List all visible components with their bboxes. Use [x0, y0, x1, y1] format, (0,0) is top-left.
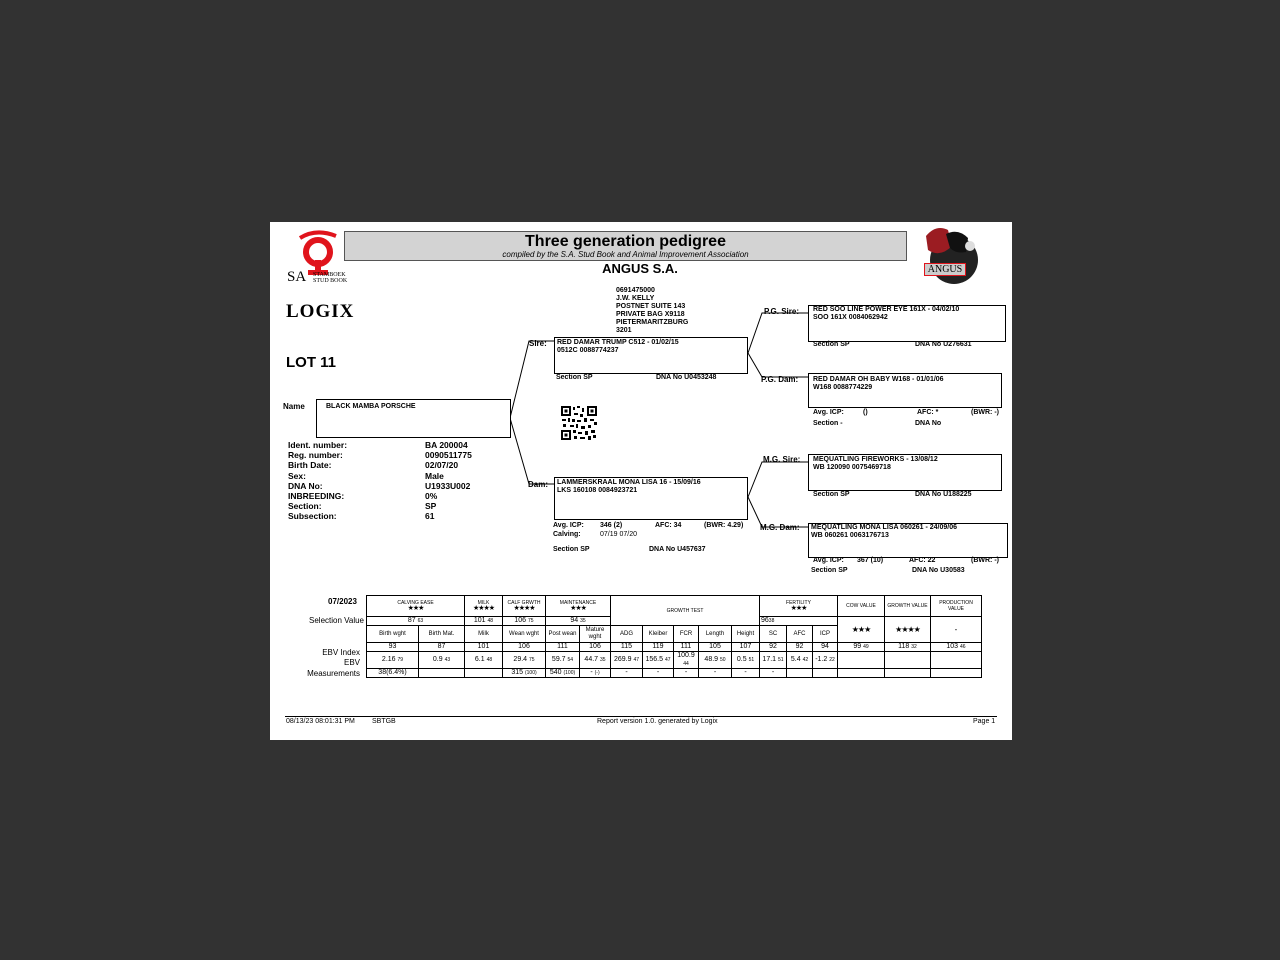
pg-dam-afc: AFC: * — [917, 409, 939, 416]
empty-cell — [885, 669, 931, 678]
pg-dam-label: P.G. Dam: — [761, 375, 799, 384]
detail-value: 61 — [425, 511, 435, 522]
ebv-cell — [674, 652, 699, 669]
ebv-cell — [611, 652, 643, 669]
mg-dam-afc: AFC: 22 — [909, 557, 936, 564]
owner-line: POSTNET SUITE 143 — [616, 303, 686, 310]
dam-box — [554, 477, 748, 520]
dam-ident: LKS 160108 0084923721 — [557, 487, 638, 494]
ebv-cell — [787, 652, 813, 669]
trait-header: Height — [732, 626, 760, 643]
mg-sire-box — [808, 454, 1002, 491]
measurement-cell — [787, 669, 813, 678]
ebv-label: EBV — [343, 658, 360, 667]
sel-calving — [367, 617, 465, 626]
ebv-acc: 43 — [444, 657, 451, 663]
pg-dam-ident: W168 0088774229 — [813, 384, 873, 391]
ebv-cell — [419, 652, 465, 669]
index-value-cell — [885, 643, 931, 652]
ebv-index-cell: 107 — [732, 643, 760, 652]
mg-dam-box — [808, 523, 1008, 558]
sa-logo-line1: STAMBOEK — [313, 272, 346, 278]
ebv-cell — [465, 652, 503, 669]
ebv-value: 5.4 — [790, 656, 801, 663]
mg-dam-label: M.G. Dam: — [760, 523, 800, 532]
ebv-index-cell: 92 — [787, 643, 813, 652]
measurement-value: - — [771, 669, 775, 676]
group-calf-growth — [503, 596, 546, 617]
ebv-acc: 50 — [720, 657, 726, 663]
ebv-index-cell: 105 — [699, 643, 732, 652]
detail-label: Section: — [288, 501, 322, 512]
animal-detail-labels — [288, 440, 347, 522]
detail-label: INBREEDING: — [288, 491, 345, 502]
pg-dam-box — [808, 373, 1002, 408]
animal-name-box — [316, 399, 511, 438]
measurement-cell — [732, 669, 760, 678]
ebv-value: -1.2 — [815, 656, 828, 663]
mg-dam-icp-value: 367 (10) — [857, 557, 884, 564]
ebv-index-cell: 106 — [503, 643, 546, 652]
selection-value-label: Selection Value — [309, 616, 364, 625]
detail-label: DNA No: — [288, 480, 323, 491]
index-value: 103 — [946, 643, 959, 650]
ebv-row — [367, 652, 982, 669]
sel-value: 101 — [473, 617, 486, 624]
detail-value: 0% — [425, 491, 438, 502]
mg-dam-section: Section SP — [811, 567, 848, 574]
measurement-value: - — [590, 669, 593, 676]
trait-header: Length — [699, 626, 732, 643]
ebv-index-cell: 101 — [465, 643, 503, 652]
dam-calving-value: 07/19 07/20 — [600, 531, 637, 538]
owner-line: PIETERMARITZBURG — [616, 319, 689, 326]
ebv-acc: 51 — [748, 657, 755, 663]
sire-box — [554, 337, 748, 374]
measurement-value: - — [744, 669, 747, 676]
owner-line: 0691475000 — [616, 287, 655, 294]
ebv-cell — [760, 652, 787, 669]
trait-header: AFC — [787, 626, 813, 643]
measurement-cell — [699, 669, 732, 678]
index-value: 99 — [853, 643, 862, 650]
measurement-value: 38(6.4%) — [378, 669, 407, 676]
ebv-value: 6.1 — [474, 656, 485, 663]
mg-dam-dna: DNA No U30583 — [912, 567, 965, 574]
ebv-acc: 35 — [600, 657, 606, 663]
mg-dam-name: MEQUATLING MONA LISA 060261 - 24/09/06 — [811, 524, 958, 531]
ebv-acc: 54 — [567, 657, 574, 663]
qr-code-icon — [560, 405, 598, 441]
ebv-date: 07/2023 — [328, 597, 357, 606]
trait-header: Post wean — [546, 626, 580, 643]
ebv-value: 59.7 — [551, 656, 566, 663]
breed-name: ANGUS S.A. — [602, 261, 678, 276]
ebv-value: 2.16 — [381, 656, 396, 663]
ebv-acc: 47 — [633, 657, 640, 663]
footer-divider — [285, 716, 997, 717]
sel-acc: 63 — [417, 618, 424, 624]
dam-bwr: (BWR: 4.29) — [704, 522, 744, 529]
dam-icp-label: Avg. ICP: — [553, 522, 584, 529]
sire-dna: DNA No U0453248 — [656, 374, 717, 381]
sel-value: 96 — [761, 617, 769, 624]
ebv-cell — [503, 652, 546, 669]
measurement-value: - — [713, 669, 717, 676]
connector-sire — [510, 341, 554, 418]
ebv-cell — [546, 652, 580, 669]
empty-cell — [885, 652, 931, 669]
page-subtitle: compiled by the S.A. Stud Book and Animal Improvement Association — [502, 250, 749, 259]
ebv-table — [366, 595, 982, 678]
pg-dam-dna: DNA No — [915, 420, 942, 427]
footer-report: Report version 1.0. generated by Logix — [597, 718, 718, 725]
empty-cell — [931, 652, 982, 669]
mg-sire-section: Section SP — [813, 491, 850, 498]
group-growth-value: GROWTH VALUE — [885, 596, 931, 617]
measurements-row — [367, 669, 982, 678]
measurement-cell — [367, 669, 419, 678]
index-acc: 49 — [863, 644, 869, 650]
pg-dam-section: Section - — [813, 420, 843, 427]
ebv-cell — [813, 652, 838, 669]
trait-header: FCR — [674, 626, 699, 643]
ebv-index-cell: 92 — [760, 643, 787, 652]
logix-logo: LOGIX — [286, 301, 355, 322]
measurement-cell — [503, 669, 546, 678]
lot-number: LOT 11 — [286, 354, 337, 371]
connector-mg-sire — [748, 462, 808, 497]
group-production-value: PRODUCTION VALUE — [931, 596, 982, 617]
measurements-label: Measurements — [307, 669, 360, 678]
sel-fert — [760, 617, 838, 626]
ebv-index-cell: 111 — [546, 643, 580, 652]
detail-value: SP — [425, 501, 437, 512]
measurement-cell — [465, 669, 503, 678]
owner-line: 3201 — [616, 327, 632, 334]
measurement-value: - — [625, 669, 628, 676]
group-label: CALF GRWTH — [507, 600, 541, 606]
ebv-acc: 48 — [486, 657, 493, 663]
dam-afc: AFC: 34 — [655, 522, 682, 529]
trait-header: Milk — [465, 626, 503, 643]
growth-value-stars: ★★★★ — [885, 617, 931, 643]
group-maintenance — [546, 596, 611, 617]
connector-dam — [510, 418, 554, 484]
ebv-acc: 44 — [683, 661, 689, 667]
sel-value: 94 — [570, 617, 579, 624]
mg-sire-ident: WB 120090 0075469718 — [813, 464, 891, 471]
mg-dam-ident: WB 060261 0063176713 — [811, 532, 889, 539]
measurement-extra: (100) — [524, 670, 537, 676]
pg-dam-name: RED DAMAR OH BABY W168 - 01/01/06 — [813, 376, 944, 383]
ebv-value: 269.9 — [613, 656, 632, 663]
dam-name: LAMMERSKRAAL MONA LISA 16 - 15/09/16 — [557, 479, 701, 486]
detail-label: Birth Date: — [288, 460, 332, 471]
detail-label: Ident. number: — [288, 440, 348, 450]
sire-name: RED DAMAR TRUMP C512 - 01/02/15 — [557, 339, 679, 346]
pg-dam-bwr: (BWR: -) — [971, 409, 999, 416]
mg-sire-dna: DNA No U188225 — [915, 491, 972, 498]
ebv-index-cell: 119 — [643, 643, 674, 652]
group-stars: ★★★ — [790, 605, 807, 612]
group-fertility — [760, 596, 838, 617]
empty-cell — [838, 652, 885, 669]
measurement-cell — [546, 669, 580, 678]
dam-section: Section SP — [553, 546, 590, 553]
group-label: FERTILITY — [786, 600, 811, 606]
ebv-value: 17.1 — [762, 656, 777, 663]
group-label: MAINTENANCE — [559, 600, 597, 606]
group-stars: ★★★★ — [472, 605, 495, 612]
measurement-cell — [813, 669, 838, 678]
connector-pg-dam — [748, 353, 808, 377]
angus-logo-text: ANGUS — [924, 263, 966, 276]
measurement-cell — [643, 669, 674, 678]
ebv-cell — [580, 652, 611, 669]
sel-acc: 75 — [528, 618, 534, 624]
page-title: Three generation pedigree — [525, 233, 726, 250]
ebv-value: 44.7 — [584, 656, 599, 663]
sire-ident: 0512C 0088774237 — [557, 347, 619, 354]
sel-value: 106 — [514, 617, 527, 624]
trait-header: Wean wght — [503, 626, 546, 643]
qr-code — [560, 405, 598, 441]
pg-sire-section: Section SP — [813, 341, 850, 348]
detail-value: U1933U002 — [425, 480, 471, 491]
sel-milk — [465, 617, 503, 626]
mg-sire-label: M.G. Sire: — [763, 455, 801, 464]
index-acc: 46 — [960, 644, 966, 650]
sa-logo-line2: STUD BOOK — [313, 278, 348, 284]
ebv-acc: 22 — [829, 657, 835, 663]
group-milk — [465, 596, 503, 617]
trait-header: Birth wght — [367, 626, 419, 643]
pg-dam-icp-value: () — [863, 409, 868, 416]
trait-header: SC — [760, 626, 787, 643]
cow-value-stars: ★★★ — [838, 617, 885, 643]
sel-acc: 38 — [768, 618, 775, 624]
trait-header: Mature wght — [580, 626, 611, 643]
empty-cell — [838, 669, 885, 678]
measurement-cell — [580, 669, 611, 678]
mg-dam-bwr: (BWR: -) — [971, 557, 999, 564]
ebv-acc: 51 — [778, 657, 784, 663]
measurement-value: - — [684, 669, 688, 676]
ebv-index-cell: 87 — [419, 643, 465, 652]
ebv-index-cell: 115 — [611, 643, 643, 652]
ebv-value: 156.5 — [645, 656, 663, 663]
sel-maint — [546, 617, 611, 626]
ebv-index-cell: 111 — [674, 643, 699, 652]
ebv-acc: 75 — [529, 657, 535, 663]
dam-dna: DNA No U457637 — [649, 546, 706, 553]
sa-logo-letters: SA — [287, 269, 307, 285]
ebv-value: 29.4 — [513, 656, 528, 663]
pg-sire-box — [808, 305, 1006, 342]
measurement-cell — [760, 669, 787, 678]
ebv-index-cell: 93 — [367, 643, 419, 652]
trait-header: ADG — [611, 626, 643, 643]
measurement-cell — [674, 669, 699, 678]
measurement-value: 540 — [549, 669, 562, 676]
animal-name: BLACK MAMBA PORSCHE — [326, 403, 416, 410]
group-calving-ease — [367, 596, 465, 617]
footer-datetime: 08/13/23 08:01:31 PM — [286, 718, 355, 725]
ebv-index-cell: 106 — [580, 643, 611, 652]
pg-sire-ident: SOO 161X 0084062942 — [813, 314, 888, 321]
pedigree-page — [270, 222, 1012, 740]
trait-header: Birth Mat. — [419, 626, 465, 643]
ebv-index-row — [367, 643, 982, 652]
ebv-group-row — [367, 596, 982, 617]
ebv-cell — [643, 652, 674, 669]
sire-section: Section SP — [556, 374, 593, 381]
pg-dam-icp-label: Avg. ICP: — [813, 409, 844, 416]
owner-line: PRIVATE BAG X9118 — [616, 311, 685, 318]
ebv-value: 48.9 — [704, 656, 719, 663]
pg-sire-name: RED SOO LINE POWER EYE 161X - 04/02/10 — [813, 306, 960, 313]
ebv-cell — [699, 652, 732, 669]
sel-calf — [503, 617, 546, 626]
ebv-cell — [732, 652, 760, 669]
index-value-cell — [931, 643, 982, 652]
ebv-acc: 47 — [664, 657, 671, 663]
ebv-value: 0.9 — [432, 656, 443, 663]
measurement-cell — [611, 669, 643, 678]
ebv-acc: 79 — [397, 657, 404, 663]
mg-sire-name: MEQUATLING FIREWORKS - 13/08/12 — [813, 456, 938, 463]
index-value-cell — [838, 643, 885, 652]
detail-value: 0090511775 — [425, 450, 472, 461]
ebv-value: 100.9 — [677, 652, 695, 659]
group-stars: ★★★★ — [513, 605, 535, 612]
ebv-index-cell: 94 — [813, 643, 838, 652]
sel-acc: 35 — [580, 618, 586, 624]
footer-page: Page 1 — [973, 718, 996, 725]
ebv-acc: 42 — [802, 657, 809, 663]
measurement-extra: (-) — [594, 670, 600, 676]
detail-label: Sex: — [288, 470, 306, 481]
index-acc: 32 — [911, 644, 917, 650]
dam-icp-value: 346 (2) — [600, 522, 623, 529]
empty-cell — [931, 669, 982, 678]
detail-value: BA 200004 — [425, 440, 468, 450]
mg-dam-icp-label: Avg. ICP: — [813, 557, 844, 564]
group-label: CALVING EASE — [397, 600, 434, 606]
measurement-value: 315 — [511, 669, 524, 676]
detail-value: 02/07/20 — [425, 460, 459, 471]
group-stars: ★★★ — [570, 605, 586, 612]
detail-value: Male — [425, 470, 444, 481]
trait-header: ICP — [813, 626, 838, 643]
trait-header: Kleiber — [643, 626, 674, 643]
owner-line: J.W. KELLY — [616, 295, 655, 302]
group-cow-value: COW VALUE — [838, 596, 885, 617]
group-stars: ★★★ — [407, 605, 424, 612]
connector-pg-sire — [748, 313, 808, 353]
sel-acc: 48 — [487, 618, 494, 624]
sire-label: Sire: — [529, 339, 547, 348]
footer-code: SBTGB — [372, 718, 396, 725]
group-growth-test: GROWTH TEST — [611, 596, 760, 626]
group-label: MILK — [477, 600, 490, 606]
measurement-extra: (100) — [563, 670, 576, 676]
sel-value: 87 — [407, 617, 416, 624]
measurement-value: - — [656, 669, 660, 676]
measurement-cell — [419, 669, 465, 678]
detail-label: Subsection: — [288, 511, 337, 522]
pg-sire-label: P.G. Sire: — [764, 307, 799, 316]
production-value-stars: - — [931, 617, 982, 643]
dam-calving-label: Calving: — [553, 531, 581, 538]
animal-detail-values — [425, 440, 472, 522]
ebv-value: 0.5 — [736, 656, 747, 663]
index-value: 118 — [898, 643, 910, 650]
ebv-cell — [367, 652, 419, 669]
dam-label: Dam: — [528, 480, 549, 489]
ebv-index-label: EBV Index — [322, 648, 360, 657]
name-label: Name — [283, 402, 305, 411]
pg-sire-dna: DNA No U276631 — [915, 341, 972, 348]
detail-label: Reg. number: — [288, 450, 343, 461]
